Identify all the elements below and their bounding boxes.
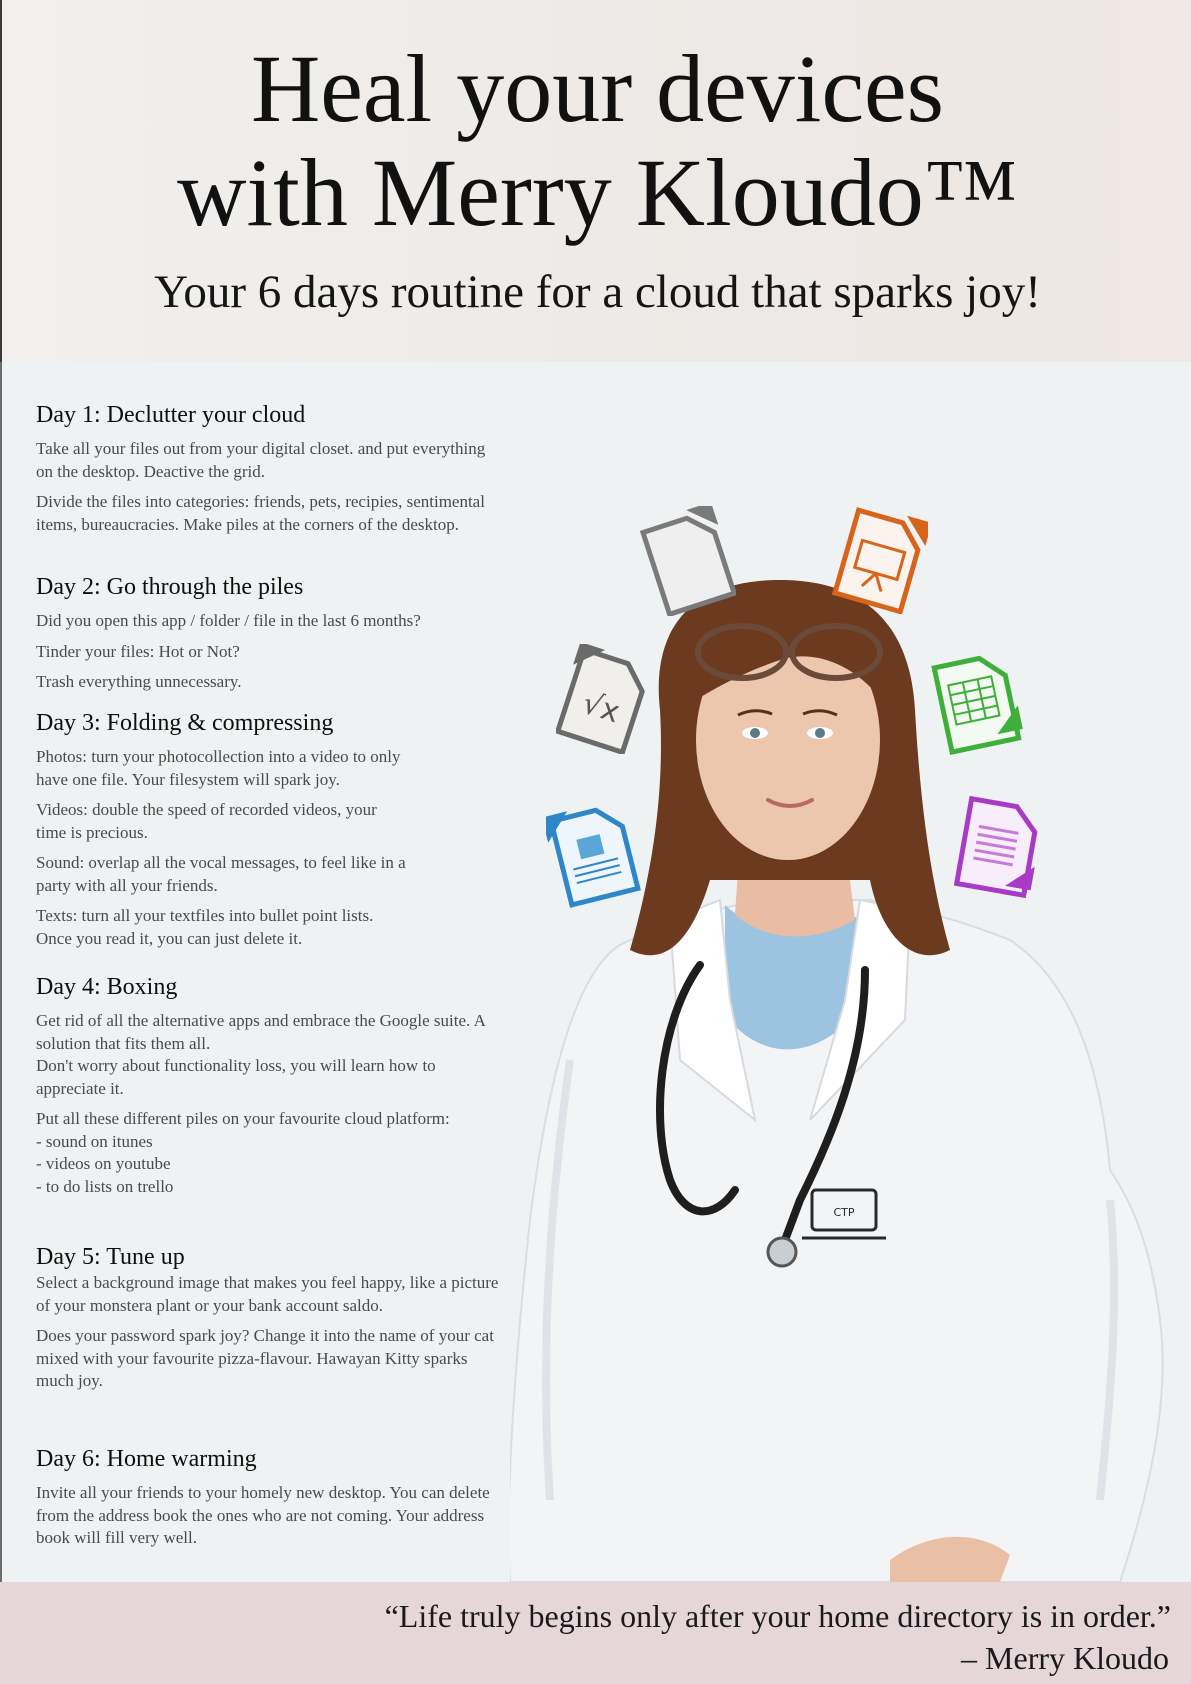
spreadsheet-document-icon (928, 646, 1024, 756)
day-4-section (36, 972, 506, 1198)
day-3-paragraph-4: Texts: turn all your textfiles into bullet point lists. Once you read it, you can just delete it. (36, 906, 374, 948)
day-3-paragraph-3: Sound: overlap all the vocal messages, to feel like in a party with all your friends. (36, 853, 406, 895)
day-5-paragraph-1: Select a background image that makes you feel happy, like a picture of your monstera plant or your bank account saldo. (36, 1273, 499, 1315)
day-4-paragraph-2: Put all these different piles on your favourite cloud platform: - sound on itunes - videos on youtube - to do lists on trello (36, 1109, 450, 1196)
page-title-line-2: with Merry Kloudo™ (177, 139, 1018, 246)
page-title-line-1: Heal your devices (250, 35, 945, 142)
day-6-heading: Day 6: Home warming (36, 1446, 257, 1472)
day-3-section (36, 708, 506, 950)
page-subtitle: Your 6 days routine for a cloud that sparks joy! (154, 266, 1041, 318)
header-banner (0, 0, 1191, 362)
day-3-heading: Day 3: Folding & compressing (36, 710, 334, 736)
day-4-paragraph-1: Get rid of all the alternative apps and embrace the Google suite. A solution that fits them all. Don't worry about functionality loss, you will learn how to appreciate it. (36, 1011, 485, 1098)
day-4-heading: Day 4: Boxing (36, 974, 178, 1000)
blank-document-icon (640, 506, 736, 616)
day-2-paragraph-1: Did you open this app / folder / file in the last 6 months? (36, 611, 421, 630)
day-5-paragraph-2: Does your password spark joy? Change it into the name of your cat mixed with your favourite pizza-flavour. Hawayan Kitty sparks much joy. (36, 1326, 494, 1390)
day-2-paragraph-3: Trash everything unnecessary. (36, 672, 242, 691)
day-2-section (36, 572, 506, 694)
day-1-paragraph-2: Divide the files into categories: friends, pets, recipies, sentimental items, bureaucracies. Make piles at the corners of the desktop. (36, 492, 485, 534)
day-2-heading: Day 2: Go through the piles (36, 574, 304, 600)
day-1-section (36, 400, 506, 536)
day-6-section (36, 1444, 506, 1550)
day-1-heading: Day 1: Declutter your cloud (36, 402, 306, 428)
day-6-paragraph-1: Invite all your friends to your homely new desktop. You can delete from the address book the ones who are not coming. Your address book will fill very well. (36, 1483, 490, 1547)
svg-text:√x: √x (578, 685, 625, 731)
left-border-rule (0, 362, 2, 1582)
day-3-paragraph-1: Photos: turn your photocollection into a video to only have one file. Your filesystem will spark joy. (36, 747, 401, 789)
badge-text: CTP (833, 1206, 855, 1219)
day-5-section (36, 1242, 506, 1393)
day-3-paragraph-2: Videos: double the speed of recorded videos, your time is precious. (36, 800, 377, 842)
presentation-document-icon (832, 504, 928, 614)
formula-document-icon (556, 644, 652, 754)
database-document-icon (950, 790, 1046, 900)
stethoscope-chestpiece (768, 1238, 796, 1266)
day-2-paragraph-2: Tinder your files: Hot or Not? (36, 641, 240, 661)
day-5-heading: Day 5: Tune up (36, 1244, 185, 1270)
quote-text: “Life truly begins only after your home directory is in order.” (384, 1598, 1171, 1634)
quote-author: – Merry Kloudo (961, 1640, 1169, 1676)
day-1-paragraph-1: Take all your files out from your digital closet. and put everything on the desktop. Deactive the grid. (36, 439, 486, 481)
drawing-document-icon (546, 798, 642, 908)
